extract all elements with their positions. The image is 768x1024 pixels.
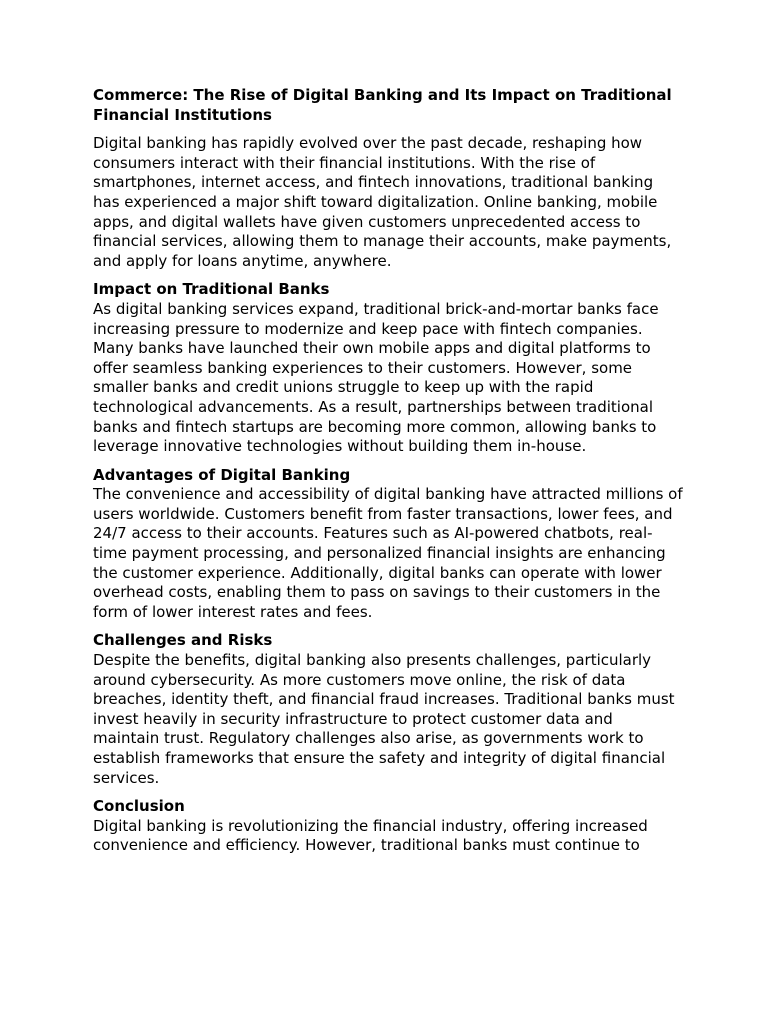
- section-heading: Impact on Traditional Banks: [93, 280, 330, 299]
- document-page: [93, 86, 683, 865]
- section-impact: [93, 280, 683, 456]
- section-heading: Challenges and Risks: [93, 631, 273, 650]
- document-title: Commerce: The Rise of Digital Banking and Its Impact on Traditional Financial Institutions: [93, 86, 672, 124]
- section-heading: Conclusion: [93, 797, 185, 816]
- section-challenges: [93, 631, 683, 788]
- section-advantages: [93, 466, 683, 623]
- section-heading: Advantages of Digital Banking: [93, 465, 351, 484]
- section-conclusion: [93, 797, 683, 856]
- intro-paragraph: Digital banking has rapidly evolved over the past decade, reshaping how consumers interact with their financial institutions. With the rise of smartphones, internet access, and fintech innovations, traditional banking has experienced a major shift toward digitalization. Online banking, mobile apps, and digital wallets have given customers unprecedented access to financial services, allowing them to manage their accounts, make payments, and apply for loans anytime, anywhere.: [93, 134, 672, 270]
- section-body: Digital banking is revolutionizing the financial industry, offering increased convenience and efficiency. However, traditional banks must continue to: [93, 816, 648, 855]
- section-body: The convenience and accessibility of digital banking have attracted millions of users worldwide. Customers benefit from faster transactions, lower fees, and 24/7 access to their accounts. Features such as AI-powered chatbots, real-time payment processing, and personalized financial insights are enhancing the customer experience. Additionally, digital banks can operate with lower overhead costs, enabling them to pass on savings to their customers in the form of lower interest rates and fees.: [93, 485, 683, 621]
- section-body: As digital banking services expand, traditional brick-and-mortar banks face increasing pressure to modernize and keep pace with fintech companies. Many banks have launched their own mobile apps and digital platforms to offer seamless banking experiences to their customers. However, some smaller banks and credit unions struggle to keep up with the rapid technological advancements. As a result, partnerships between traditional banks and fintech startups are becoming more common, allowing banks to leverage innovative technologies without building them in-house.: [93, 299, 659, 456]
- section-body: Despite the benefits, digital banking also presents challenges, particularly around cybersecurity. As more customers move online, the risk of data breaches, identity theft, and financial fraud increases. Traditional banks must invest heavily in security infrastructure to protect customer data and maintain trust. Regulatory challenges also arise, as governments work to establish frameworks that ensure the safety and integrity of digital financial services.: [93, 651, 675, 787]
